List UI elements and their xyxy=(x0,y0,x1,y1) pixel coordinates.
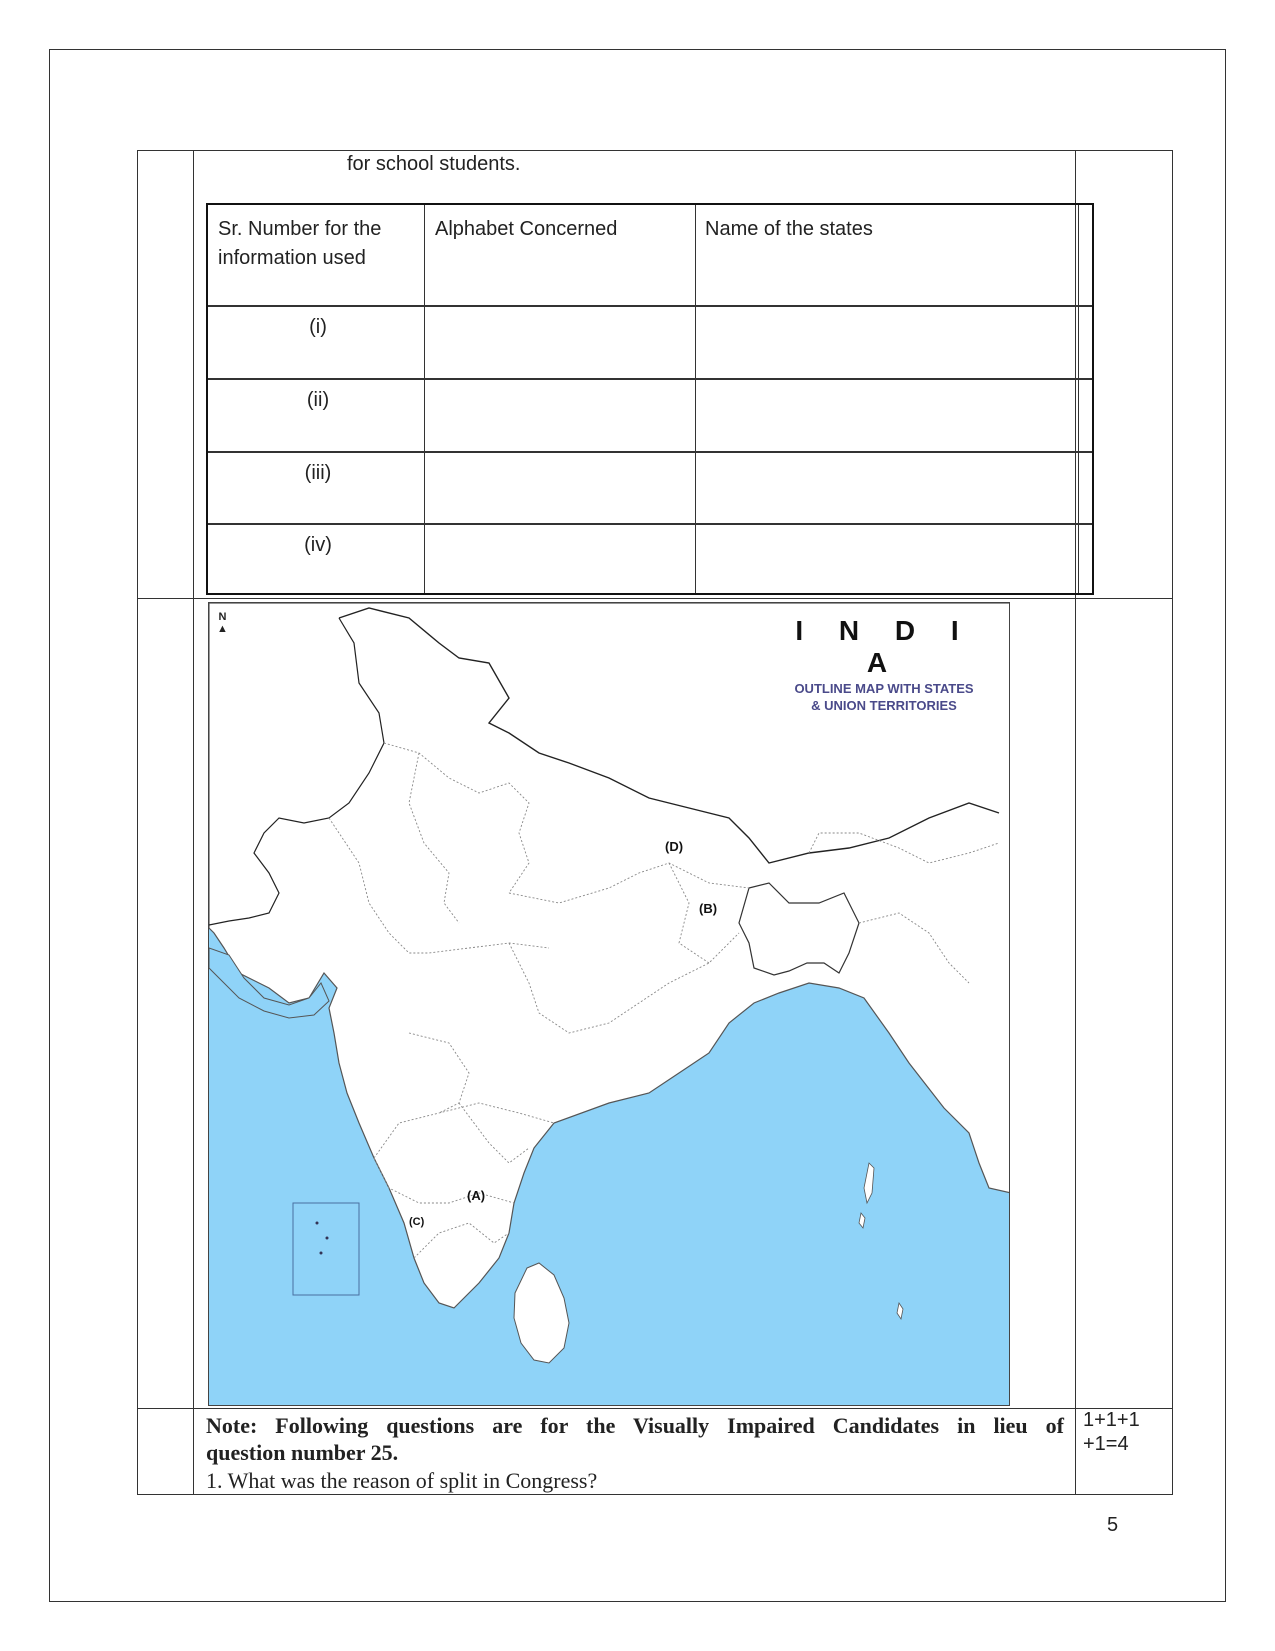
map-drawing xyxy=(209,603,1010,1406)
outer-table-divider-1 xyxy=(137,598,1173,599)
outer-table-top xyxy=(137,150,1173,151)
marks-allocation xyxy=(1083,1408,1140,1456)
header-sr-number: Sr. Number for the information used xyxy=(218,218,382,269)
outer-col-line-1 xyxy=(137,150,138,1495)
outer-col-line-2 xyxy=(193,150,194,1495)
header-state-name: Name of the states xyxy=(705,218,873,240)
north-arrow-icon: ▲ xyxy=(217,623,228,635)
answer-table xyxy=(206,203,1094,595)
note-line-1: Note: Following questions are for the Visually Impaired Candidates in lieu of xyxy=(206,1413,1064,1438)
map-title: I N D I A xyxy=(795,615,973,678)
outer-table-divider-2 xyxy=(137,1408,1173,1409)
answer-table-col-line xyxy=(695,205,696,593)
row-label-ii: (ii) xyxy=(306,389,330,411)
page-number: 5 xyxy=(1107,1514,1119,1536)
map-subtitle-2: & UNION TERRITORIES xyxy=(811,698,957,713)
note-line-2: question number 25. xyxy=(206,1440,399,1465)
map-label-c: (C) xyxy=(409,1216,425,1228)
north-label: N xyxy=(218,611,227,623)
answer-table-row-line xyxy=(208,451,1092,453)
row-label-iii: (iii) xyxy=(304,462,332,484)
marks-line-1: 1+1+1 xyxy=(1083,1409,1140,1431)
map-subtitle-1: OUTLINE MAP WITH STATES xyxy=(794,681,974,696)
answer-table-row-line xyxy=(208,523,1092,525)
answer-table-col-line xyxy=(1078,205,1079,593)
question-1: 1. What was the reason of split in Congress? xyxy=(206,1468,598,1493)
row-label-iv: (iv) xyxy=(304,534,332,556)
answer-table-row-line xyxy=(208,378,1092,380)
outer-col-line-4 xyxy=(1172,150,1173,1495)
map-title-block xyxy=(769,615,999,713)
map-label-b: (B) xyxy=(699,901,718,916)
map-label-d: (D) xyxy=(665,839,684,854)
row-label-i: (i) xyxy=(309,316,327,338)
map-label-a: (A) xyxy=(467,1188,486,1203)
intro-text: for school students. xyxy=(347,153,521,175)
outer-table-bottom xyxy=(137,1494,1173,1495)
india-outline-map xyxy=(208,602,1010,1406)
header-alphabet: Alphabet Concerned xyxy=(435,218,618,240)
answer-table-row-line xyxy=(208,305,1092,307)
marks-line-2: +1=4 xyxy=(1083,1433,1129,1455)
north-arrow xyxy=(217,611,228,635)
